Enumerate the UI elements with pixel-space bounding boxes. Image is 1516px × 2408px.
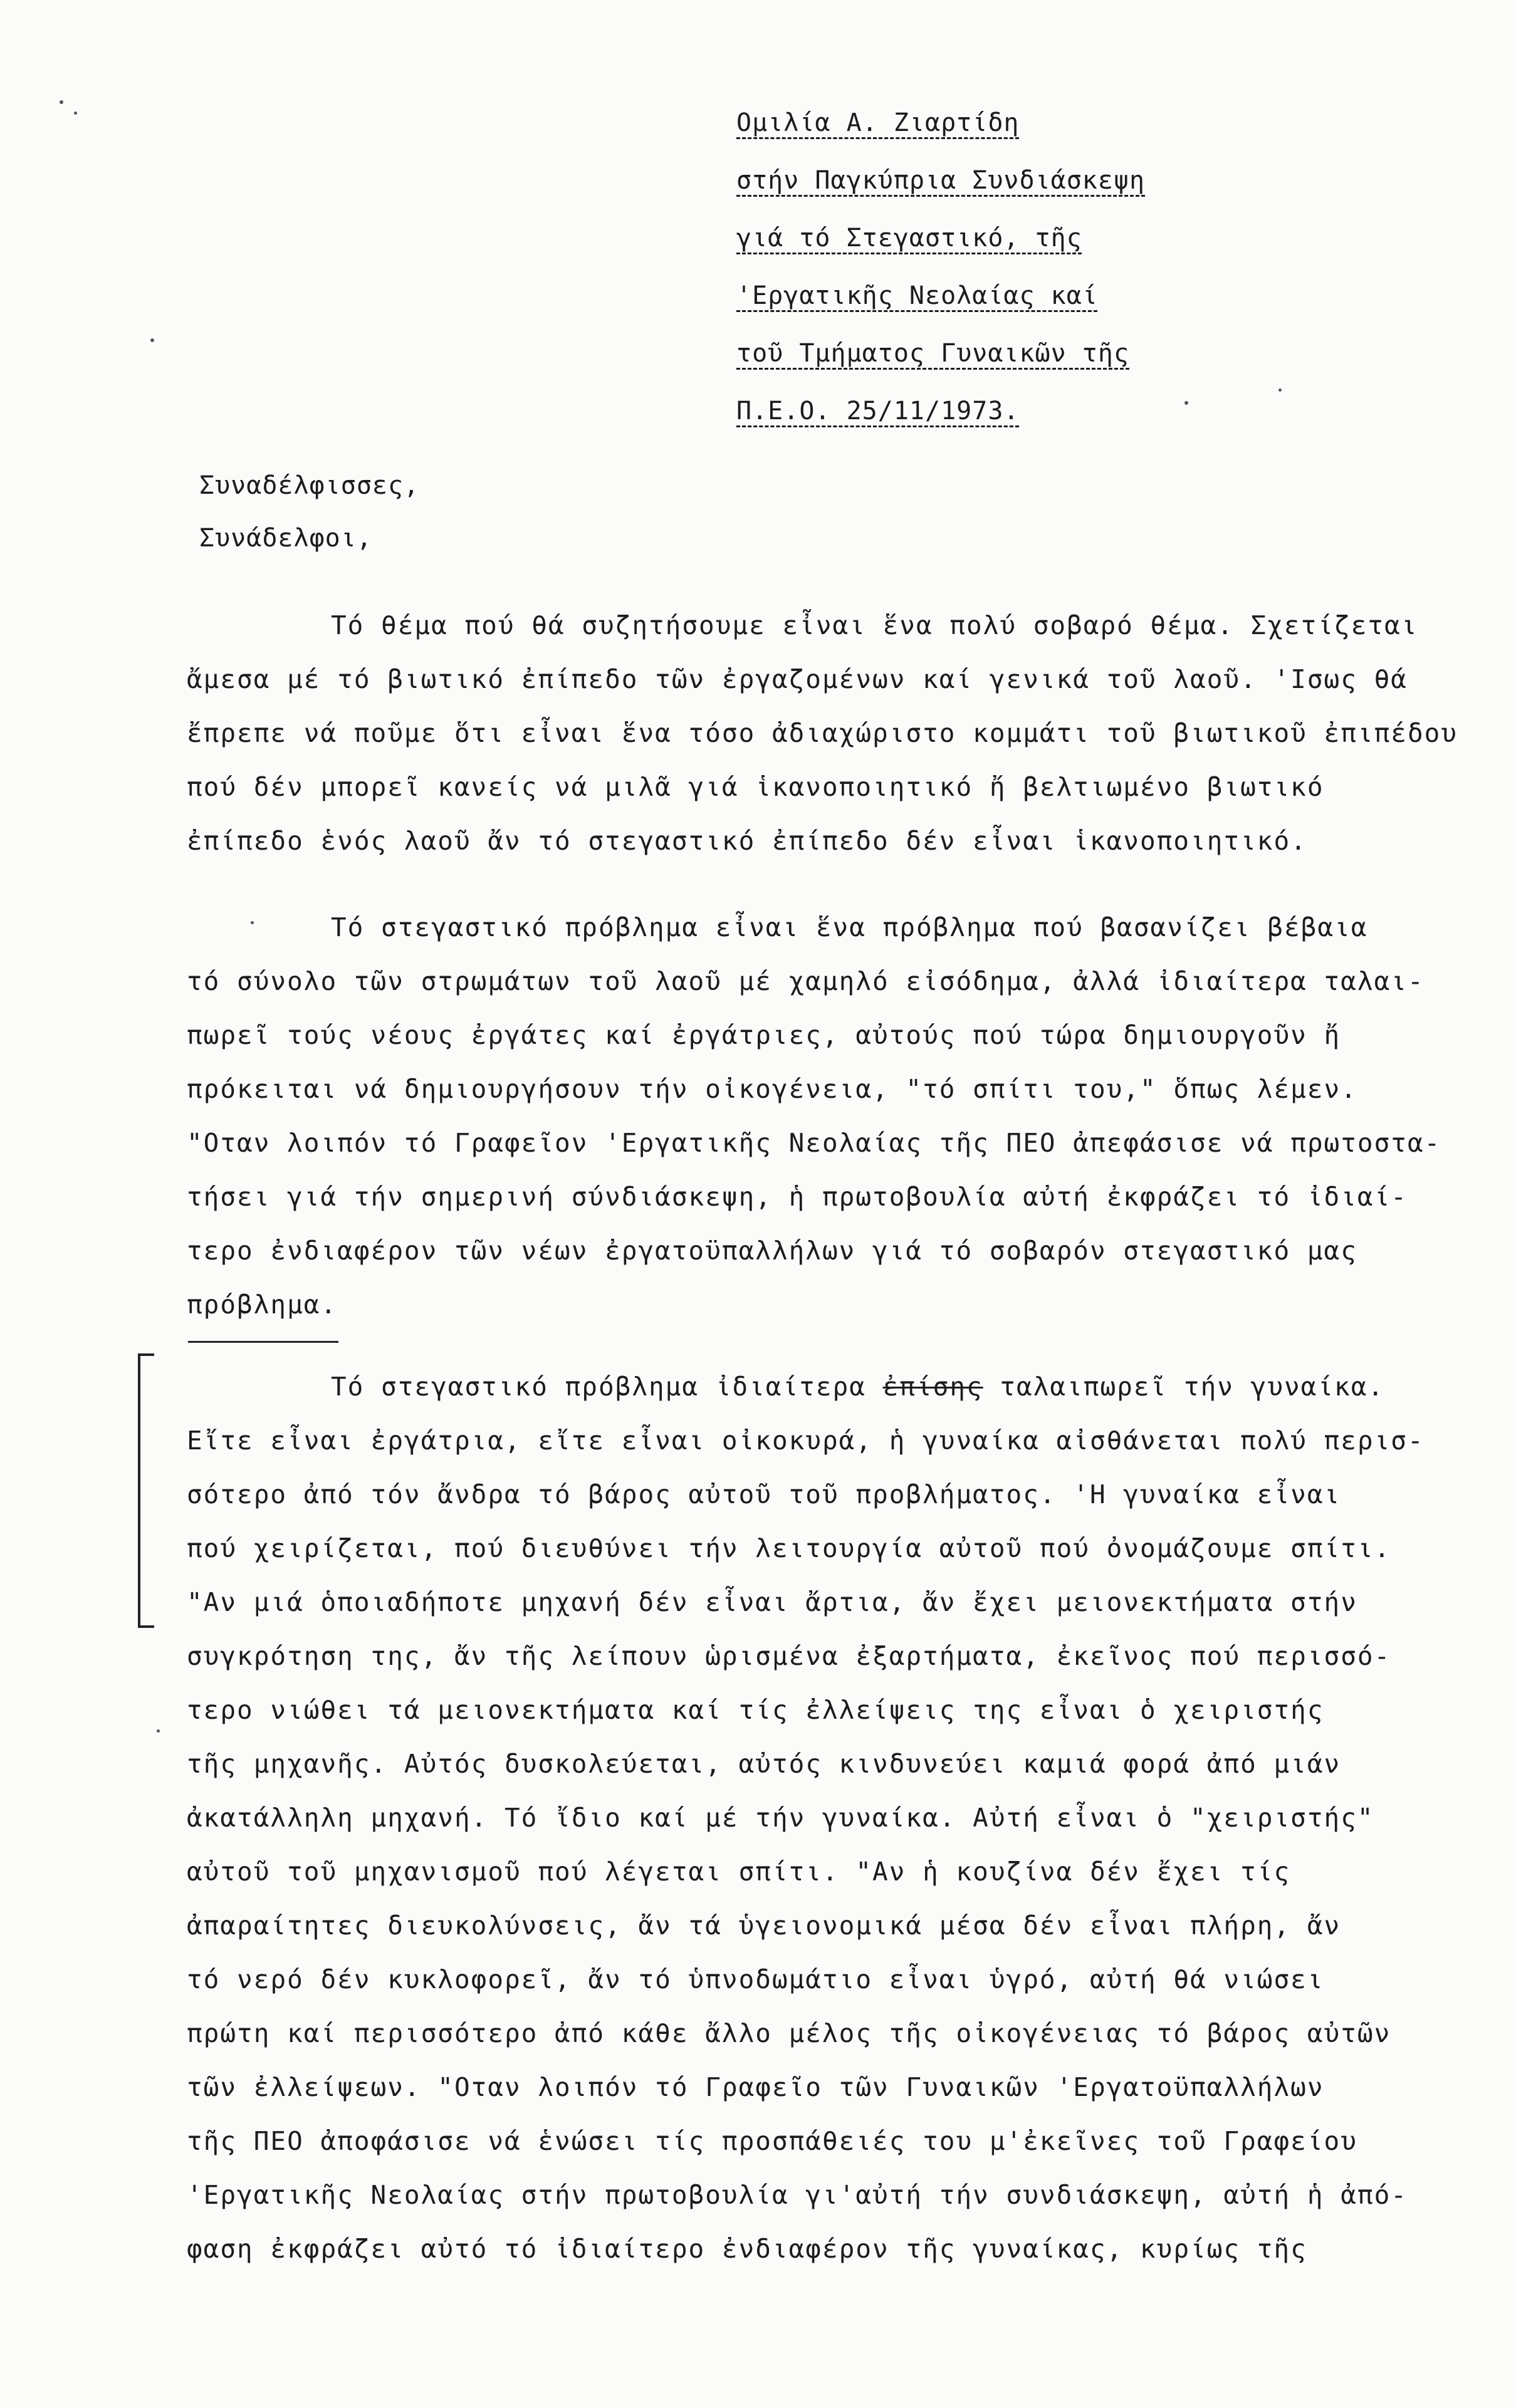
scan-speck — [251, 921, 254, 924]
paragraph-2 — [187, 900, 1441, 1332]
text-line: 'Εργατικῆς Νεολαίας στήν πρωτοβουλία γι'αὐτή τήν συνδιάσκεψη, αὐτή ἡ ἀπό- — [187, 2180, 1408, 2210]
text-line: πού χειρίζεται, πού διευθύνει τήν λειτουργία αὐτοῦ πού ὀνομάζουμε σπίτι. — [187, 1533, 1391, 1563]
text-line: συγκρότηση της, ἄν τῆς λείπουν ὡρισμένα ἐξαρτήματα, ἐκεῖνος πού περισσό- — [187, 1641, 1391, 1671]
text-line: πρόκειται νά δημιουργήσουν τήν οἰκογένεια, "τό σπίτι του," ὅπως λέμεν. — [187, 1074, 1357, 1104]
scan-speck — [1184, 401, 1188, 405]
scan-speck — [74, 112, 77, 115]
text-line: τήσει γιά τήν σημερινή σύνδιάσκεψη, ἡ πρωτοβουλία αὐτή ἐκφράζει τό ἰδιαί- — [187, 1182, 1408, 1212]
text-line: "Οταν λοιπόν τό Γραφεῖον 'Εργατικῆς Νεολαίας τῆς ΠΕΟ ἀπεφάσισε νά πρωτοστα- — [187, 1128, 1441, 1158]
text-line: πρώτη καί περισσότερο ἀπό κάθε ἄλλο μέλος τῆς οἰκογένειας τό βάρος αὐτῶν — [187, 2018, 1391, 2048]
salutation-female: Συναδέλφισσες, — [199, 471, 420, 500]
text-line: ἔπρεπε νά ποῦμε ὅτι εἶναι ἕνα τόσο ἀδιαχώριστο κομμάτι τοῦ βιωτικοῦ ἐπιπέδου — [187, 718, 1458, 748]
text-line: πού δέν μπορεῖ κανείς νά μιλᾶ γιά ἱκανοποιητικό ἤ βελτιωμένο βιωτικό — [187, 772, 1324, 802]
handwritten-separator — [188, 1341, 338, 1343]
scan-speck — [1278, 388, 1282, 392]
text-line: τερο ἐνδιαφέρον τῶν νέων ἐργατοϋπαλλήλων γιά τό σοβαρόν στεγαστικό μας — [187, 1236, 1357, 1266]
header-line: τοῦ Τμήματος Γυναικῶν τῆς — [736, 339, 1130, 368]
scan-speck — [150, 338, 154, 342]
text-line: τό σύνολο τῶν στρωμάτων τοῦ λαοῦ μέ χαμηλό εἰσόδημα, ἀλλά ἰδιαίτερα ταλαι- — [187, 966, 1425, 996]
paragraph-1 — [187, 598, 1458, 868]
speech-header — [736, 94, 1213, 440]
text-line: πωρεῖ τούς νέους ἐργάτες καί ἐργάτριες, αὐτούς πού τώρα δημιουργοῦν ἤ — [187, 1020, 1341, 1050]
text-line — [187, 1360, 1385, 1414]
text-line: τό νερό δέν κυκλοφορεῖ, ἄν τό ὑπνοδωμάτιο εἶναι ὑγρό, αὐτή θά νιώσει — [187, 1964, 1324, 1994]
paragraph-3 — [187, 1360, 1425, 2276]
text-line: τῆς μηχανῆς. Αὐτός δυσκολεύεται, αὐτός κινδυνεύει καμιά φορά ἀπό μιάν — [187, 1749, 1341, 1779]
text-line: Εἴτε εἶναι ἐργάτρια, εἴτε εἶναι οἰκοκυρά, ἡ γυναίκα αἰσθάνεται πολύ περισ- — [187, 1426, 1425, 1456]
header-line: Π.Ε.Ο. 25/11/1973. — [736, 397, 1020, 425]
header-line: στήν Παγκύπρια Συνδιάσκεψη — [736, 166, 1146, 195]
text-line: ἐπίπεδο ἑνός λαοῦ ἄν τό στεγαστικό ἐπίπεδο δέν εἶναι ἱκανοποιητικό. — [187, 826, 1307, 856]
scan-speck — [60, 100, 63, 104]
text-line: Τό στεγαστικό πρόβλημα εἶναι ἕνα πρόβλημα πού βασανίζει βέβαια — [331, 912, 1368, 942]
scan-speck — [157, 1729, 160, 1733]
salutation-male: Συνάδελφοι, — [199, 524, 372, 553]
text-segment: ταλαιπωρεῖ τήν γυναίκα. — [983, 1372, 1385, 1402]
header-line: 'Εργατικῆς Νεολαίας καί — [736, 281, 1098, 310]
margin-bracket-mark — [138, 1353, 154, 1628]
text-line: ἀπαραίτητες διευκολύνσεις, ἄν τά ὑγειονομικά μέσα δέν εἶναι πλήρη, ἄν — [187, 1910, 1341, 1941]
struck-word: ἐπίσης — [882, 1372, 983, 1402]
text-line: ἄμεσα μέ τό βιωτικό ἐπίπεδο τῶν ἐργαζομένων καί γενικά τοῦ λαοῦ. 'Ισως θά — [187, 664, 1408, 694]
text-line: φαση ἐκφράζει αὐτό τό ἰδιαίτερο ἐνδιαφέρον τῆς γυναίκας, κυρίως τῆς — [187, 2234, 1307, 2264]
text-line: ἀκατάλληλη μηχανή. Τό ἴδιο καί μέ τήν γυναίκα. Αὐτή εἶναι ὁ "χειριστής" — [187, 1803, 1374, 1833]
text-line: τῆς ΠΕΟ ἀποφάσισε νά ἑνώσει τίς προσπάθειές του μ'ἐκεῖνες τοῦ Γραφείου — [187, 2126, 1357, 2156]
text-line: "Αν μιά ὁποιαδήποτε μηχανή δέν εἶναι ἄρτια, ἄν ἔχει μειονεκτήματα στήν — [187, 1587, 1357, 1617]
text-line: αὐτοῦ τοῦ μηχανισμοῦ πού λέγεται σπίτι. "Αν ἡ κουζίνα δέν ἔχει τίς — [187, 1857, 1291, 1887]
text-line: τῶν ἐλλείψεων. "Οταν λοιπόν τό Γραφεῖο τῶν Γυναικῶν 'Εργατοϋπαλλήλων — [187, 2072, 1324, 2102]
header-line: γιά τό Στεγαστικό, τῆς — [736, 224, 1082, 253]
text-line: σότερο ἀπό τόν ἄνδρα τό βάρος αὐτοῦ τοῦ προβλήματος. 'Η γυναίκα εἶναι — [187, 1479, 1341, 1509]
text-segment: Τό στεγαστικό πρόβλημα ἰδιαίτερα — [331, 1372, 883, 1402]
header-line: Ομιλία Α. Ζιαρτίδη — [736, 108, 1020, 137]
text-line: πρόβλημα. — [187, 1290, 338, 1320]
text-line: τερο νιώθει τά μειονεκτήματα καί τίς ἐλλείψεις της εἶναι ὁ χειριστής — [187, 1695, 1324, 1725]
text-line: Τό θέμα πού θά συζητήσουμε εἶναι ἕνα πολύ σοβαρό θέμα. Σχετίζεται — [331, 610, 1418, 640]
